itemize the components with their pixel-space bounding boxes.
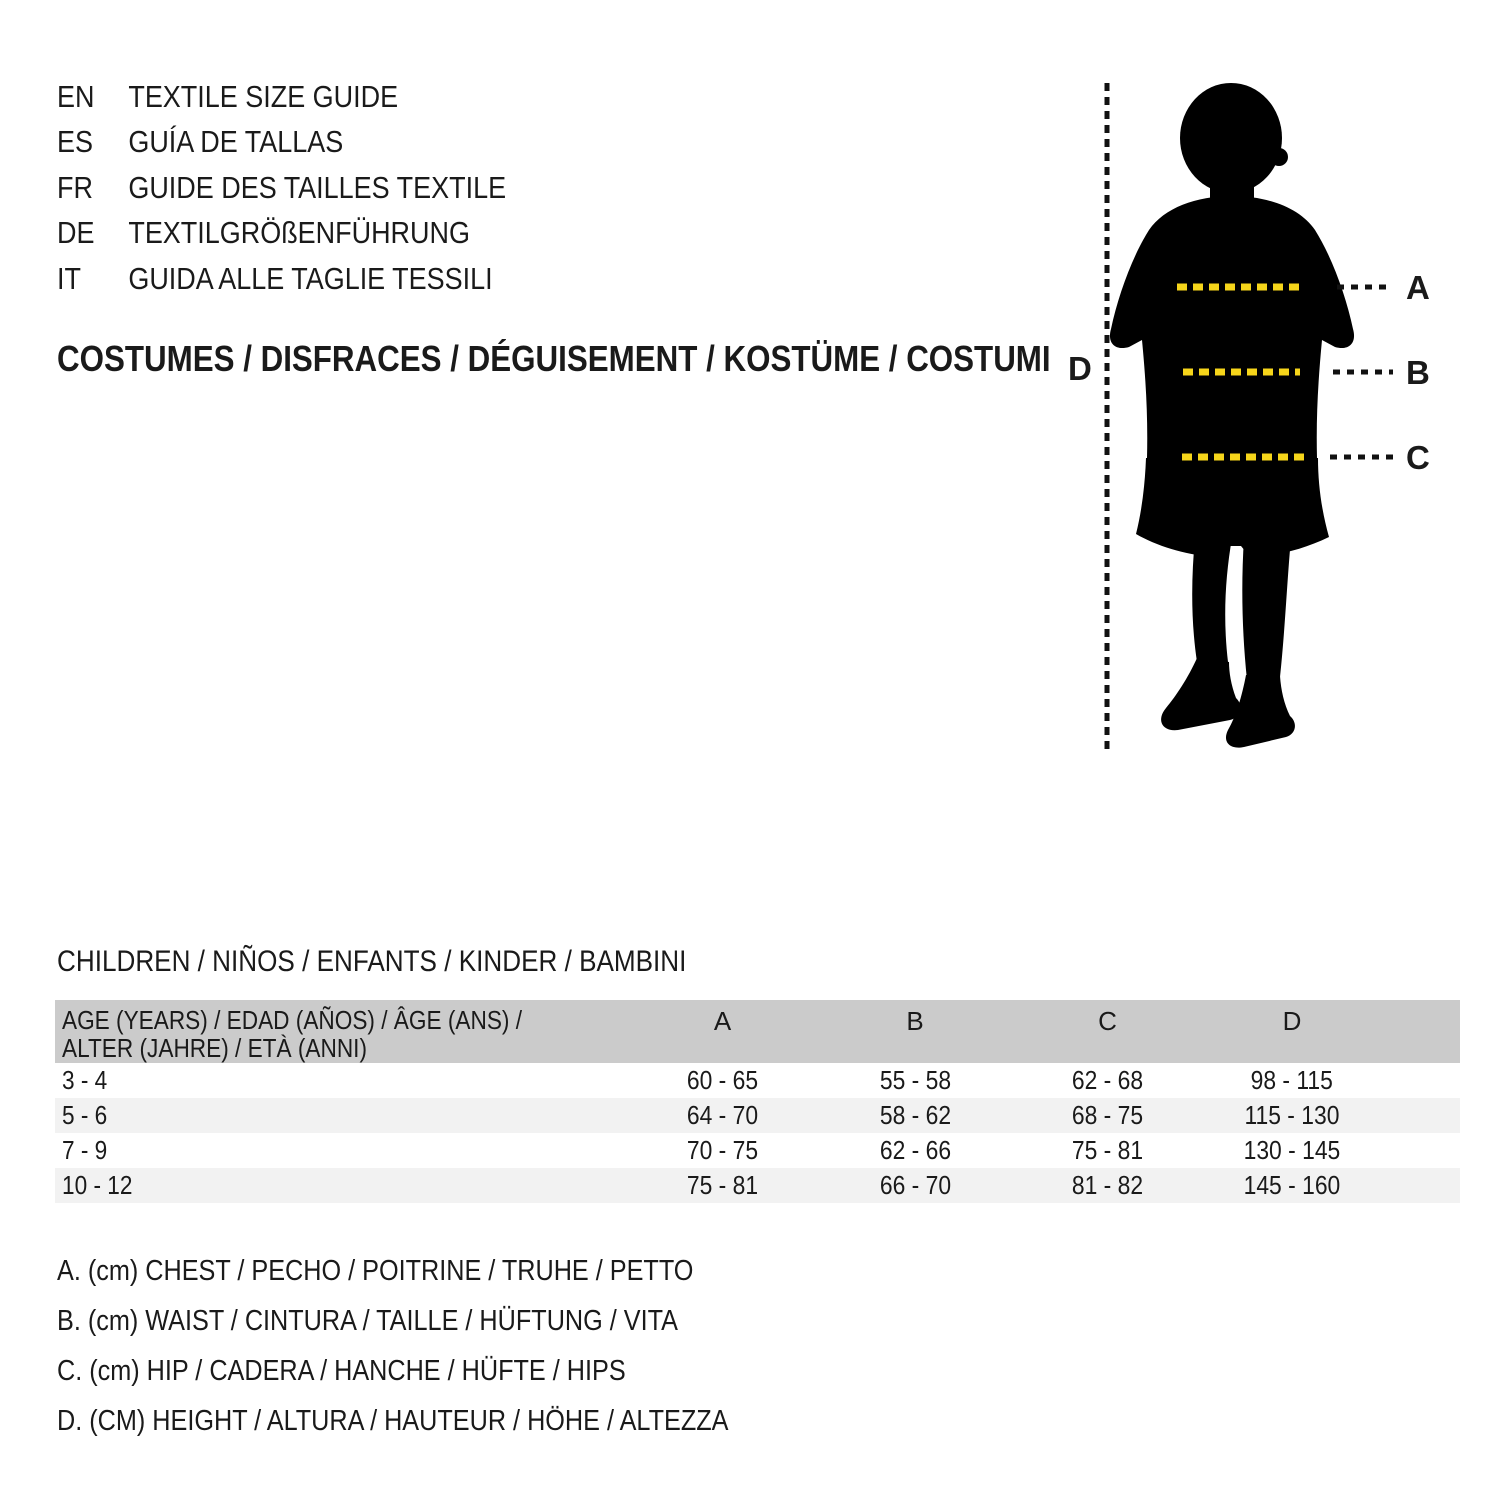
chest-range: 70 - 75: [686, 1135, 759, 1165]
silhouette-left-leg: [1192, 538, 1232, 662]
language-title-list: [57, 74, 573, 302]
measure-label-c: C: [1406, 439, 1430, 476]
height-range: 130 - 145: [1243, 1135, 1341, 1165]
measurement-legend: [57, 1246, 829, 1446]
age-column-header: [55, 1000, 625, 1062]
measure-label-a: A: [1406, 269, 1430, 306]
waist-range: 62 - 66: [879, 1135, 951, 1165]
column-header-b: B: [906, 1006, 924, 1036]
legend-hip: C. (cm) HIP / CADERA / HANCHE / HÜFTE / HIPS: [57, 1354, 626, 1387]
chest-range: 75 - 81: [686, 1170, 759, 1200]
column-header-c: C: [1098, 1006, 1117, 1036]
lang-title: GUÍA DE TALLAS: [128, 124, 344, 160]
legend-waist: B. (cm) WAIST / CINTURA / TAILLE / HÜFTUNG / VITA: [57, 1304, 679, 1337]
table-header-row: [55, 1000, 1460, 1063]
table-row: [55, 1098, 1460, 1133]
hip-range: 62 - 68: [1071, 1065, 1144, 1095]
legend-height: D. (CM) HEIGHT / ALTURA / HAUTEUR / HÖHE / ALTEZZA: [57, 1404, 729, 1437]
chest-range: 64 - 70: [686, 1100, 759, 1130]
table-row: [55, 1168, 1460, 1203]
lang-row-it: [57, 256, 573, 302]
column-header-d: D: [1282, 1006, 1302, 1036]
age-value: 10 - 12: [62, 1170, 133, 1200]
age-value: 5 - 6: [62, 1100, 108, 1130]
height-range: 98 - 115: [1250, 1065, 1334, 1095]
hip-range: 81 - 82: [1071, 1170, 1144, 1200]
age-value: 3 - 4: [62, 1065, 108, 1095]
chest-range: 60 - 65: [686, 1065, 759, 1095]
measure-label-b: B: [1406, 354, 1430, 391]
lang-row-fr: [57, 165, 573, 211]
lang-title: TEXTILE SIZE GUIDE: [128, 78, 399, 114]
lang-title: GUIDE DES TAILLES TEXTILE: [128, 169, 507, 205]
header-spacer: [1379, 1000, 1460, 1006]
category-heading-text: COSTUMES / DISFRACES / DÉGUISEMENT / KOSTÜME / COSTUMI: [57, 338, 1051, 379]
lang-row-en: [57, 74, 573, 120]
age-header-line2: ALTER (JAHRE) / ETÀ (ANNI): [62, 1033, 367, 1063]
section-title-text: CHILDREN / NIÑOS / ENFANTS / KINDER / BAMBINI: [57, 945, 687, 978]
lang-title: GUIDA ALLE TAGLIE TESSILI: [128, 260, 493, 296]
silhouette-torso: [1110, 196, 1354, 464]
table-row: [55, 1063, 1460, 1098]
child-silhouette: [1110, 83, 1354, 748]
child-silhouette-figure: [1050, 60, 1501, 760]
table-row: [55, 1133, 1460, 1168]
section-title: [57, 945, 780, 979]
silhouette-left-shoe: [1161, 658, 1241, 730]
measure-label-d: D: [1068, 350, 1092, 387]
lang-title: TEXTILGRÖßENFÜHRUNG: [128, 215, 470, 251]
lang-code: DE: [57, 215, 95, 251]
waist-range: 58 - 62: [879, 1100, 951, 1130]
children-size-table: [55, 1000, 1460, 1203]
lang-code: IT: [57, 260, 81, 296]
silhouette-ear: [1270, 148, 1288, 166]
age-value: 7 - 9: [62, 1135, 108, 1165]
legend-chest: A. (cm) CHEST / PECHO / POITRINE / TRUHE / PETTO: [57, 1254, 694, 1287]
column-header-a: A: [713, 1006, 732, 1036]
height-range: 145 - 160: [1243, 1170, 1341, 1200]
silhouette-right-leg: [1242, 538, 1291, 680]
hip-range: 75 - 81: [1071, 1135, 1144, 1165]
lang-code: FR: [57, 169, 93, 205]
lang-row-de: [57, 211, 573, 257]
lang-code: EN: [57, 78, 95, 114]
waist-range: 66 - 70: [879, 1170, 951, 1200]
waist-range: 55 - 58: [879, 1065, 951, 1095]
lang-row-es: [57, 120, 573, 166]
hip-range: 68 - 75: [1071, 1100, 1144, 1130]
silhouette-shorts: [1136, 458, 1329, 557]
age-header-line1: AGE (YEARS) / EDAD (AÑOS) / ÂGE (ANS) /: [62, 1005, 523, 1035]
category-heading: [57, 338, 1199, 380]
lang-code: ES: [57, 124, 93, 160]
height-range: 115 - 130: [1244, 1100, 1340, 1130]
